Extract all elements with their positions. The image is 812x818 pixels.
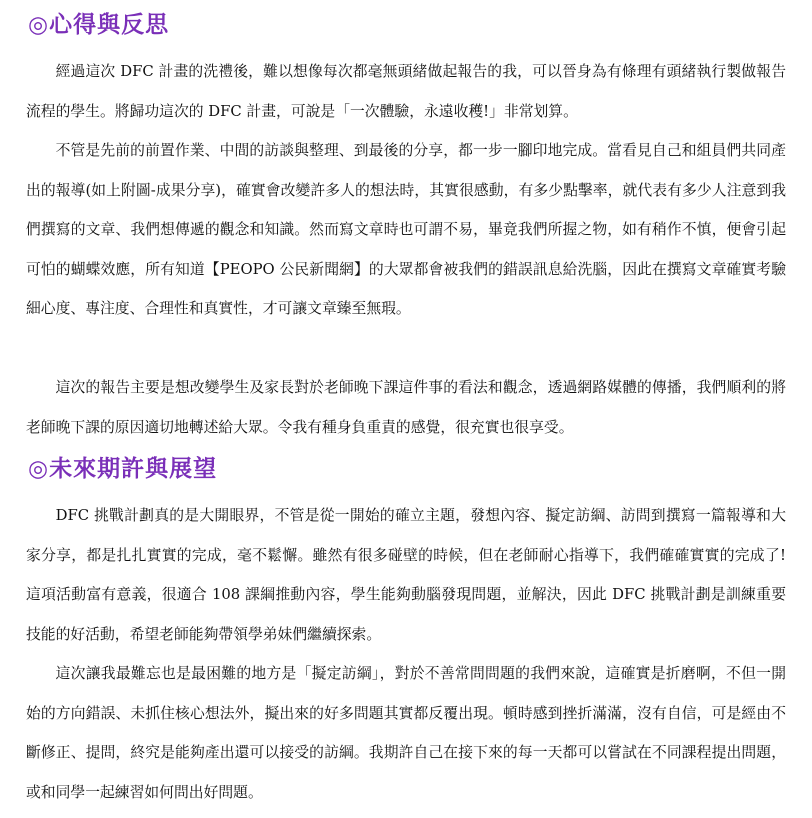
paragraph: 經過這次 DFC 計畫的洗禮後，難以想像每次都毫無頭緒做起報告的我，可以晉身為有條理有頭緒執行製做報告流程的學生。將歸功這次的 DFC 計畫，可說是「一次體驗，永遠收穫!」非常划算。 xyxy=(26,63,786,120)
paragraph: 不管是先前的前置作業、中間的訪談與整理、到最後的分享，都一步一腳印地完成。當看見自己和組員們共同產出的報導(如上附圖-成果分享)，確實會改變許多人的想法時，其實很感動，有多少點擊率，就代表有多少人注意到我們撰寫的文章、我們想傳遞的觀念和知識。然而寫文章時也可謂不易，畢竟我們所握之物，如有稍作不慎，便會引起可怕的蝴蝶效應，所有知道【PEOPO 公民新聞網】的大眾都會被我們的錯誤訊息給洗腦，因此在撰寫文章確實考驗細心度、專注度、合理性和真實性，才可讓文章臻至無瑕。 xyxy=(26,142,786,318)
paragraph: 這次的報告主要是想改變學生及家長對於老師晚下課這件事的看法和觀念，透過網路媒體的傳播，我們順利的將老師晚下課的原因適切地轉述給大眾。令我有種身負重責的感覺，很充實也很享受。 xyxy=(26,379,786,436)
section-heading-future: ◎未來期許與展望 xyxy=(28,455,218,482)
paragraph: 這次讓我最難忘也是最困難的地方是「擬定訪綱」，對於不善常問問題的我們來說，這確實是折磨啊，不但一開始的方向錯誤、未抓住核心想法外，擬出來的好多問題其實都反覆出現。頓時感到挫折滿滿，沒有自信，可是經由不斷修正、提問，終究是能夠產出還可以接受的訪綱。我期許自己在接下來的每一天都可以嘗試在不同課程提出問題，或和同學一起練習如何問出好問題。 xyxy=(26,665,786,801)
paragraph: DFC 挑戰計劃真的是大開眼界，不管是從一開始的確立主題，發想內容、擬定訪綱、訪問到撰寫一篇報導和大家分享，都是扎扎實實的完成，毫不鬆懈。雖然有很多碰壁的時候，但在老師耐心指導下，我們確確實實的完成了!這項活動富有意義，很適合 108 課綱推動內容，學生能夠動腦發現問題，並解決，因此 DFC 挑戰計劃是訓練重要技能的好活動，希望老師能夠帶領學弟妹們繼續探索。 xyxy=(26,507,786,643)
section-heading-reflection: ◎心得與反思 xyxy=(28,11,170,38)
